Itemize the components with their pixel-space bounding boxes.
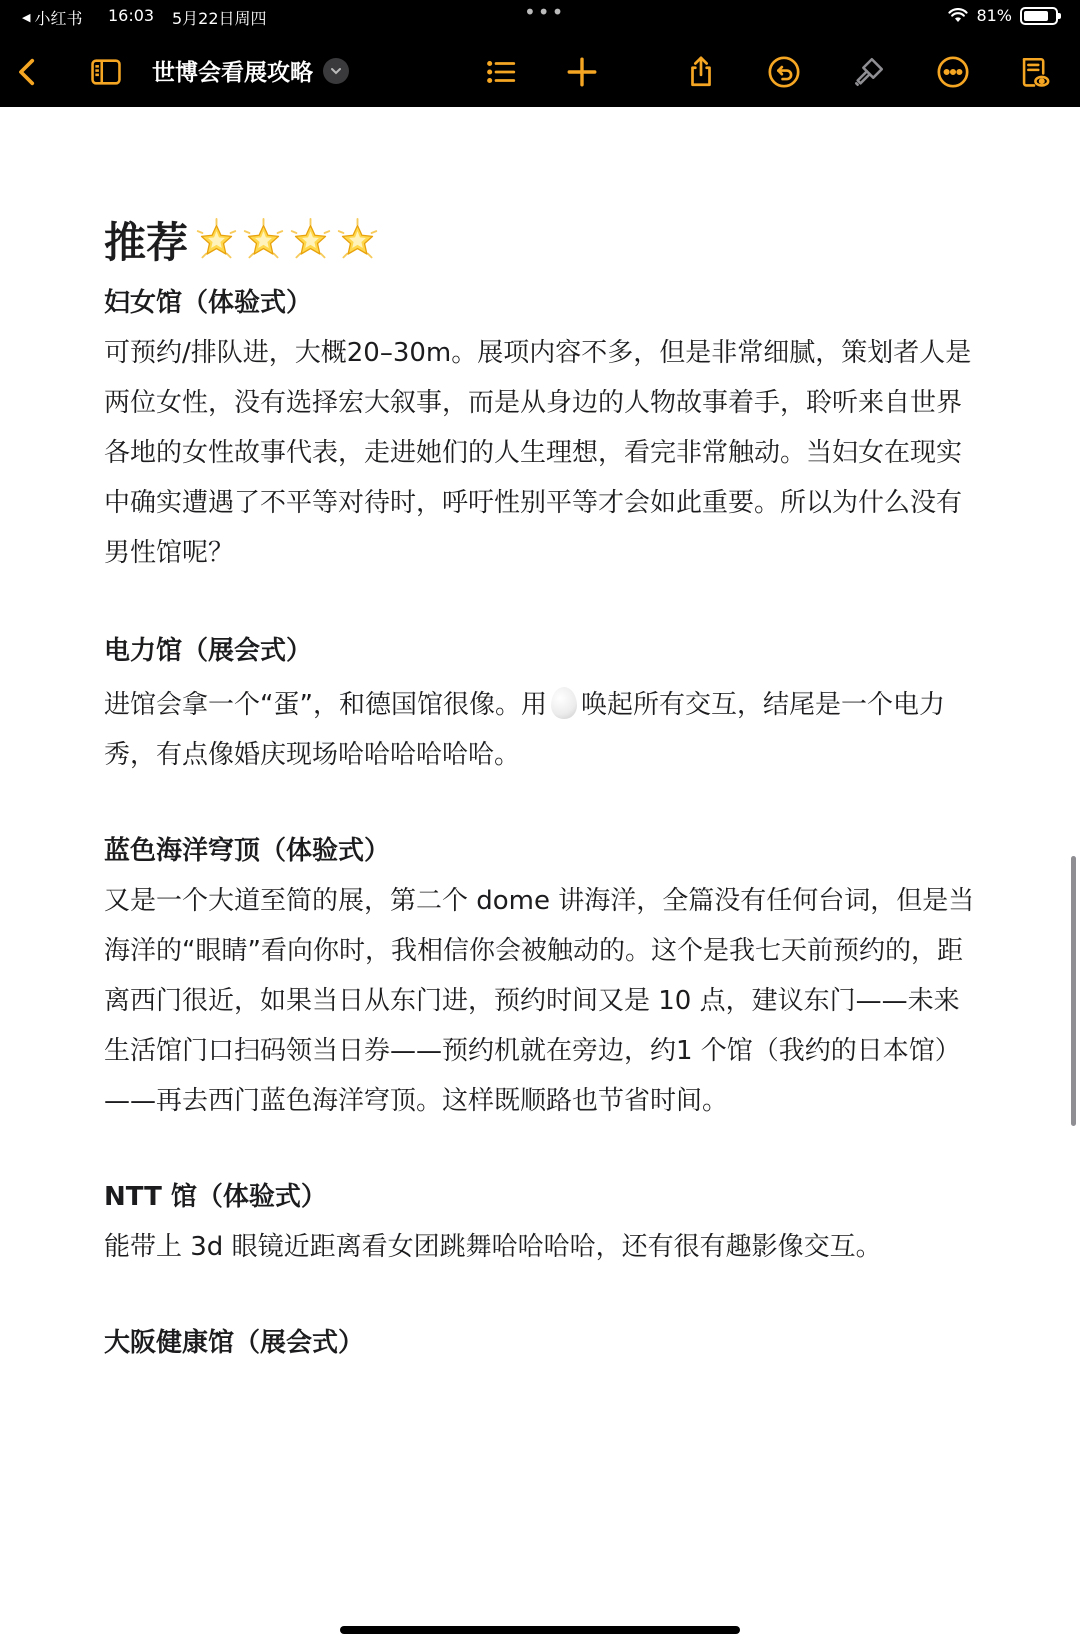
document-body[interactable] (104, 210, 984, 1368)
top-bar (0, 0, 1080, 107)
glowing-star-icon (288, 218, 333, 263)
section-body: 能带上 3d 眼镜近距离看女团跳舞哈哈哈哈，还有很有趣影像交互。 (104, 1232, 882, 1262)
more-icon[interactable] (933, 52, 973, 92)
wifi-icon (948, 8, 968, 24)
glowing-star-icon (241, 218, 286, 263)
list-icon[interactable] (481, 52, 521, 92)
glowing-star-icon (194, 218, 239, 263)
back-app-label: 小红书 (34, 9, 83, 28)
battery-fill (1024, 11, 1048, 21)
back-to-app[interactable] (22, 6, 82, 29)
plus-icon[interactable] (562, 52, 602, 92)
heading-text: 推荐 (104, 218, 189, 267)
undo-icon[interactable] (764, 52, 804, 92)
section-title: 大阪健康馆（展会式） (104, 1328, 365, 1358)
back-triangle-icon: ◀ (22, 11, 31, 24)
section-title: 妇女馆（体验式） (104, 288, 313, 318)
section-body-part: 唤起所有交互，结尾是一个电力秀，有点像婚庆现场哈哈哈哈哈哈。 (104, 690, 945, 770)
reader-view-icon[interactable] (1014, 52, 1054, 92)
glowing-star-icon (335, 218, 380, 263)
section-title: NTT 馆（体验式） (104, 1182, 327, 1212)
doc-heading (104, 210, 984, 270)
section-body: 又是一个大道至简的展，第二个 dome 讲海洋，全篇没有任何台词，但是当海洋的“眼睛”看向你时，我相信你会被触动的。这个是我七天前预约的，距离西门很近，如果当日从东门进，预约时间又是 10 点，建议东门——未来生活馆门口扫码领当日券——预约机就在旁边，约1 个馆（我约的日本馆）——再去西门蓝色海洋穹顶。这样既顺路也节省时间。 (104, 886, 975, 1116)
home-indicator[interactable] (340, 1626, 740, 1634)
share-icon[interactable] (681, 52, 721, 92)
section-title: 蓝色海洋穹顶（体验式） (104, 836, 391, 866)
section-body (104, 680, 984, 780)
status-bar (0, 0, 1080, 30)
section-body-part: 进馆会拿一个“蛋”，和德国馆很像。用 (104, 690, 547, 720)
status-right (948, 6, 1058, 25)
chevron-left-icon[interactable] (8, 52, 48, 92)
toolbar (0, 48, 1080, 96)
chevron-down-icon[interactable] (323, 58, 349, 84)
egg-emoji-icon (551, 687, 577, 719)
multitasking-dots-icon[interactable]: ••• (524, 0, 566, 24)
section-body: 可预约/排队进，大概20–30m。展项内容不多，但是非常细腻，策划者人是两位女性，没有选择宏大叙事，而是从身边的人物故事着手，聆听来自世界各地的女性故事代表，走进她们的人生理想，看完非常触动。当妇女在现实中确实遭遇了不平等对待时，呼吁性别平等才会如此重要。所以为什么没有男性馆呢？ (104, 338, 972, 568)
document-title-menu[interactable] (152, 54, 349, 87)
document-title: 世博会看展攻略 (152, 60, 313, 86)
battery-icon (1020, 7, 1058, 25)
status-time: 16:03 (108, 6, 155, 25)
status-date: 5月22日周四 (172, 9, 267, 28)
rating-stars (194, 218, 382, 263)
vertical-scrollbar[interactable] (1071, 856, 1076, 1126)
sidebar-icon[interactable] (86, 52, 126, 92)
format-brush-icon[interactable] (849, 52, 889, 92)
section-title: 电力馆（展会式） (104, 636, 313, 666)
battery-percent: 81% (976, 6, 1012, 25)
